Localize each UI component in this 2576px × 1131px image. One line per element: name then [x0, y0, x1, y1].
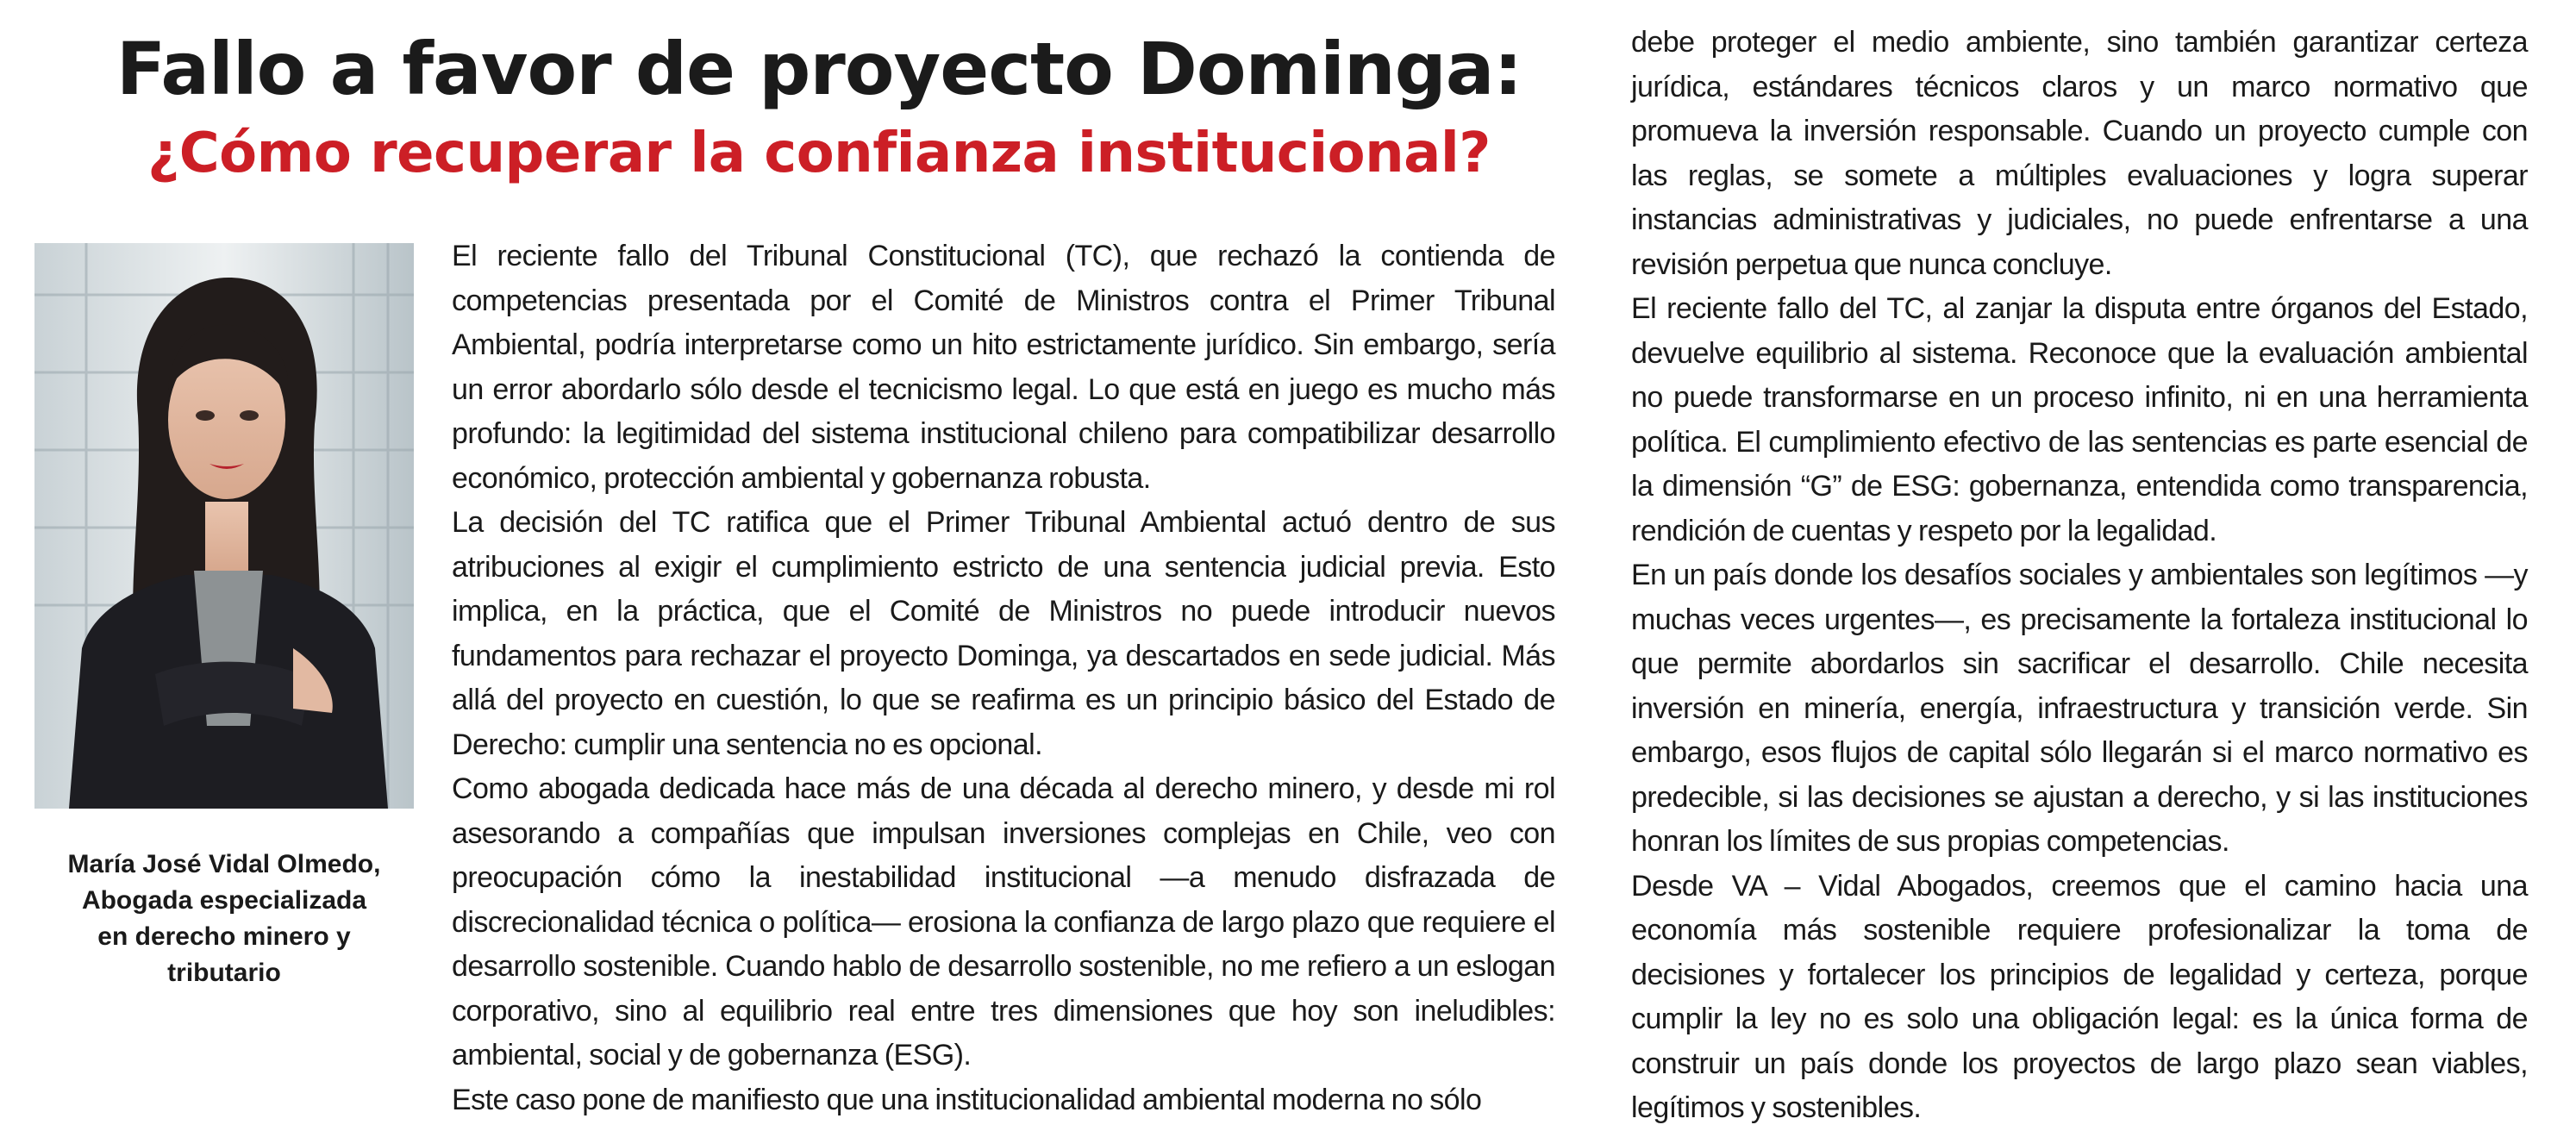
article-column-2: [1631, 21, 2528, 1131]
author-role-line: tributario: [167, 959, 281, 987]
article-title: Fallo a favor de proyecto Dominga:: [116, 27, 1522, 111]
author-photo: [34, 243, 414, 809]
body-paragraph: En un país donde los desafíos sociales y ambientales son legítimos —y muchas veces urgentes—, es precisamente la fortaleza institucional lo que permite abordarlos sin sacrificar el desarrollo. Chile necesita inversión en minería, energía, infraestructura y transición verde. Sin embargo, esos flujos de capital sólo llegarán si el marco normativo es predecible, si las decisiones se ajustan a derecho, y si las instituciones honran los límites de sus propias competencias.: [1631, 559, 2528, 858]
body-paragraph: Como abogada dedicada hace más de una década al derecho minero, y desde mi rol asesorando a compañías que impulsan inversiones complejas en Chile, veo con preocupación cómo la inestabilidad institucional —a menudo disfrazada de discrecionalidad técnica o política— erosiona la confianza de largo plazo que requiere el desarrollo sostenible. Cuando hablo de desarrollo sostenible, no me refiero a un eslogan corporativo, sino al equilibrio real entre tres dimensiones que hoy son ineludibles: ambiental, social y de gobernanza (ESG).: [452, 772, 1555, 1072]
body-paragraph: debe proteger el medio ambiente, sino también garantizar certeza jurídica, estándares técnicos claros y un marco normativo que promueva la inversión responsable. Cuando un proyecto cumple con las reglas, se somete a múltiples evaluaciones y logra superar instancias administrativas y judiciales, no puede enfrentarse a una revisión perpetua que nunca concluye.: [1631, 26, 2528, 281]
article-column-1: [452, 234, 1555, 1122]
article-subtitle: ¿Cómo recuperar la confianza institucional?: [147, 122, 1491, 185]
body-paragraph: El reciente fallo del Tribunal Constitucional (TC), que rechazó la contienda de competencias presentada por el Comité de Ministros contra el Primer Tribunal Ambiental, podría interpretarse como un hito estrictamente jurídico. Sin embargo, sería un error abordarlo sólo desde el tecnicismo legal. Lo que está en juego es mucho más profundo: la legitimidad del sistema institucional chileno para compatibilizar desarrollo económico, protección ambiental y gobernanza robusta.: [452, 240, 1555, 495]
author-name: María José Vidal Olmedo,: [67, 850, 381, 878]
body-paragraph: Desde VA – Vidal Abogados, creemos que el camino hacia una economía más sostenible requiere profesionalizar la toma de decisiones y fortalecer los principios de legalidad y certeza, porque cumplir la ley no es solo una obligación legal: es la única forma de construir un país donde los proyectos de largo plazo sean viables, legítimos y sostenibles.: [1631, 869, 2528, 1124]
body-paragraph: El reciente fallo del TC, al zanjar la disputa entre órganos del Estado, devuelve equilibrio al sistema. Reconoce que la evaluación ambiental no puede transformarse en un proceso infinito, ni en una herramienta política. El cumplimiento efectivo de las sentencias es parte esencial de la dimensión “G” de ESG: gobernanza, entendida como transparencia, rendición de cuentas y respeto por la legalidad.: [1631, 292, 2528, 547]
body-paragraph: La decisión del TC ratifica que el Primer Tribunal Ambiental actuó dentro de sus atribuciones al exigir el cumplimiento estricto de una sentencia judicial previa. Esto implica, en la práctica, que el Comité de Ministros no puede introducir nuevos fundamentos para rechazar el proyecto Dominga, ya descartados en sede judicial. Más allá del proyecto en cuestión, lo que se reafirma es un principio básico del Estado de Derecho: cumplir una sentencia no es opcional.: [452, 506, 1555, 761]
author-role-line: Abogada especializada: [81, 886, 367, 915]
body-paragraph: Este caso pone de manifiesto que una institucionalidad ambiental moderna no sólo: [452, 1083, 1482, 1116]
author-caption: [26, 847, 422, 991]
author-role-line: en derecho minero y: [97, 922, 351, 951]
